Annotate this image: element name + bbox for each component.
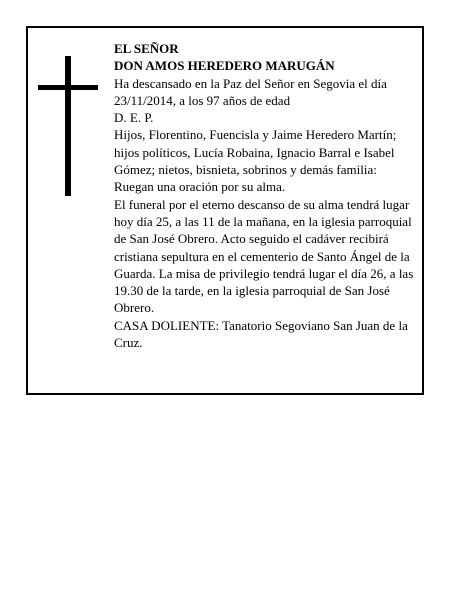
prayer-request: Ruegan una oración por su alma. (114, 179, 286, 195)
family-list: Hijos, Florentino, Fuencisla y Jaime Heredero Martín; hijos políticos, Lucía Robaina, Ignacio Barral e Isabel Gómez; nietos, bisnieta, sobrinos y demás familia: (114, 127, 397, 178)
deceased-name: DON AMOS HEREDERO MARUGÁN (114, 58, 335, 74)
cross-horizontal-bar (38, 85, 98, 90)
obituary-notice (26, 26, 424, 395)
obituary-text (114, 40, 414, 351)
mourning-house: CASA DOLIENTE: Tanatorio Segoviano San Juan de la Cruz. (114, 317, 408, 351)
death-statement: Ha descansado en la Paz del Señor en Segovia el día 23/11/2014, a los 97 años de edad (114, 75, 387, 108)
rip-text: D. E. P. (114, 110, 154, 126)
heading-title: EL SEÑOR (114, 41, 179, 56)
cross-vertical-bar (65, 56, 71, 196)
funeral-details: El funeral por el eterno descanso de su alma tendrá lugar hoy día 25, a las 11 de la mañana, en la iglesia parroquial de San José Obrero. Acto seguido el cadáver recibirá cristiana sepultura en el cementerio de Santo Ángel de la Guarda. La misa de privilegio tendrá lugar el día 26, a las 19.30 de la tarde, en la iglesia parroquial de San José Obrero. (114, 196, 414, 316)
